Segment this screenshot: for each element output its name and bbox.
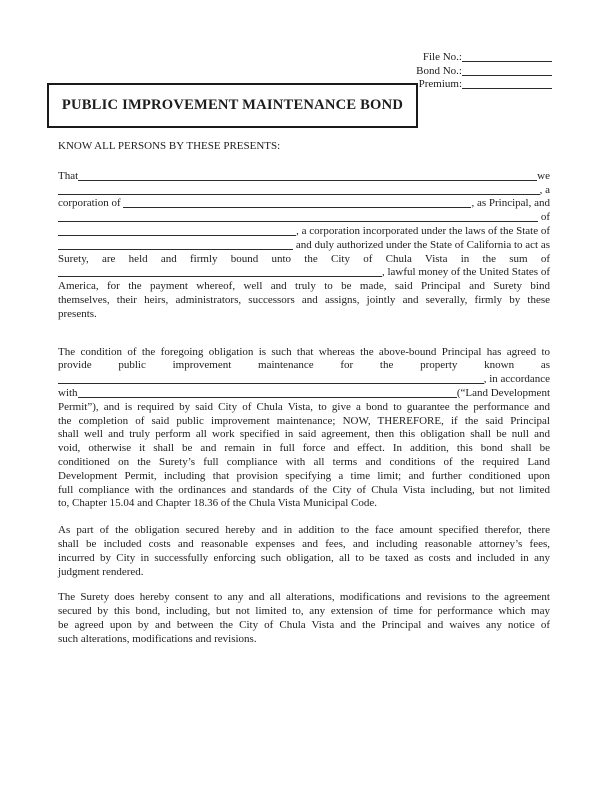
text-line: Development Permit, including that provision specifying a time limit; and further conditioned upon xyxy=(58,469,550,482)
text-line: presents. xyxy=(58,307,97,320)
presents-heading: KNOW ALL PERSONS BY THESE PRESENTS: xyxy=(58,140,281,152)
text-line xyxy=(58,266,550,280)
paragraph xyxy=(58,524,550,579)
document-body xyxy=(58,140,550,647)
bond-no-label: Bond No.: xyxy=(416,64,462,77)
text-line xyxy=(58,225,550,239)
fill-in-blank xyxy=(58,383,484,384)
text-line xyxy=(58,197,550,211)
text-line xyxy=(58,387,550,401)
text-line: As part of the obligation secured hereby and in addition to the face amount specified therefor, there xyxy=(58,524,550,537)
text-line xyxy=(58,184,550,198)
file-no-label: File No.: xyxy=(422,51,462,63)
text-line: conditioned on the Surety’s full compliance with all terms and conditions of the required Land xyxy=(58,455,550,468)
line-text: with xyxy=(58,386,78,399)
line-text: of xyxy=(538,211,550,224)
text-line: judgment rendered. xyxy=(58,565,144,578)
text-line: the completion of said public improvement maintenance; NOW, THEREFORE, if the said Principal xyxy=(58,414,550,427)
paragraph xyxy=(58,346,550,512)
document-title: PUBLIC IMPROVEMENT MAINTENANCE BOND xyxy=(61,97,404,113)
file-no-blank xyxy=(462,61,552,62)
text-line xyxy=(58,170,550,184)
line-text: we xyxy=(537,169,550,182)
fill-in-blank xyxy=(58,235,296,236)
text-line xyxy=(58,239,550,253)
paragraphs-container xyxy=(58,170,550,647)
fill-in-blank xyxy=(58,249,293,250)
line-text: , a xyxy=(539,183,550,196)
paragraph xyxy=(58,170,550,322)
fill-in-blank xyxy=(58,221,538,222)
line-text: (“Land Development xyxy=(456,386,550,399)
text-line: America, for the payment whereof, well and truly to be made, said Principal and Surety bind xyxy=(58,280,550,293)
text-line: provide public improvement maintenance for the property known as xyxy=(58,359,550,372)
text-line xyxy=(58,211,550,225)
fill-in-blank xyxy=(123,207,471,208)
text-line: Permit”), and is required by said City of Chula Vista, to give a bond to guarantee the performance and xyxy=(58,400,550,413)
line-text: corporation of xyxy=(58,197,124,210)
text-line: secured by this bond, including, but not limited to, any extension of time for performance which may xyxy=(58,605,550,618)
title-box xyxy=(47,83,418,128)
text-line: The Surety does hereby consent to any and all alterations, modifications and revisions to the agreement xyxy=(58,591,550,604)
line-text: , in accordance xyxy=(483,373,550,386)
text-line: themselves, their heirs, administrators, successors and assigns, jointly and severally, firmly by these xyxy=(58,293,550,306)
line-text: , as Principal, and xyxy=(471,197,550,210)
line-text: , lawful money of the United States of xyxy=(381,266,550,279)
fill-in-blank xyxy=(58,276,382,277)
text-line: void, otherwise it shall be and remain in full force and effect. In addition, this bond shall be xyxy=(58,442,550,455)
text-line: shall well and truly perform all work specified in said agreement, then this obligation shall be null and xyxy=(58,428,550,441)
premium-blank xyxy=(462,88,552,89)
text-line: incurred by City in successfully enforcing such obligation, all to be taxed as costs and included in any xyxy=(58,551,550,564)
text-line: Surety, are held and firmly bound unto the City of Chula Vista in the sum of xyxy=(58,252,550,265)
text-line xyxy=(58,373,550,387)
text-line: full compliance with the ordinances and standards of the City of Chula Vista including, but not limited xyxy=(58,483,550,496)
premium-label: Premium: xyxy=(418,78,462,90)
text-line: to, Chapter 15.04 and Chapter 18.36 of the Chula Vista Municipal Code. xyxy=(58,497,377,510)
line-text: That xyxy=(58,169,79,182)
file-no-row xyxy=(392,51,552,65)
bond-no-blank xyxy=(462,75,552,76)
text-line: The condition of the foregoing obligation is such that whereas the above-bound Principal has agreed to xyxy=(58,345,550,358)
paragraph xyxy=(58,591,550,646)
line-text: and duly authorized under the State of California to act as xyxy=(293,238,550,251)
bond-no-row xyxy=(392,65,552,79)
text-line: shall be included costs and reasonable expenses and fees, and including reasonable attorney’s fees, xyxy=(58,537,550,550)
fill-in-blank xyxy=(58,194,540,195)
fill-in-blank xyxy=(78,397,457,398)
fill-in-blank xyxy=(78,180,537,181)
text-line: such alterations, modifications and revisions. xyxy=(58,632,257,645)
text-line: be agreed upon by and between the City of Chula Vista and the Principal and waives any notice of xyxy=(58,618,550,631)
line-text: , a corporation incorporated under the laws of the State of xyxy=(296,224,550,237)
